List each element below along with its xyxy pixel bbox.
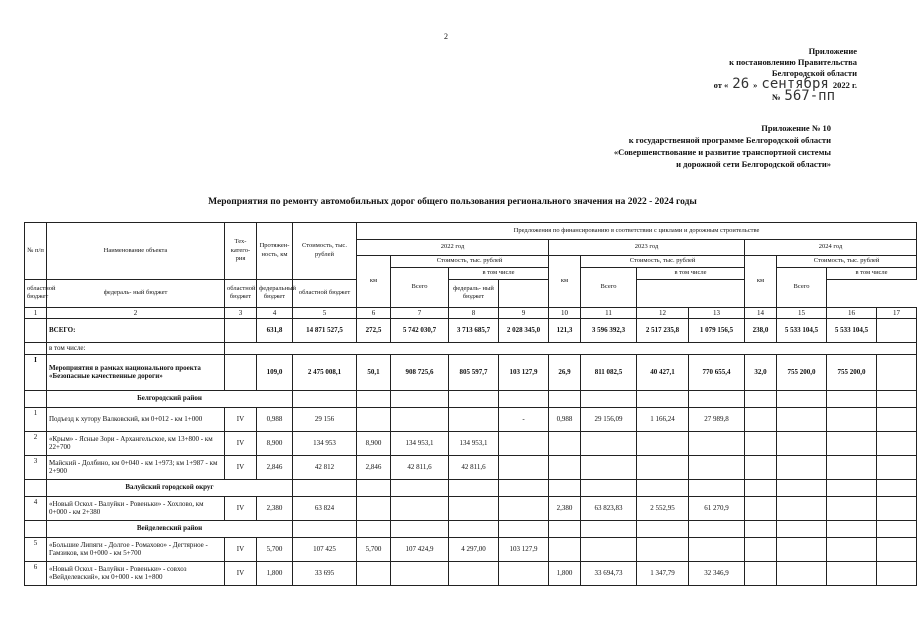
veydelevka-rows — [25, 537, 917, 585]
column-number: 9 — [499, 307, 549, 319]
sum-2024 — [777, 407, 827, 431]
header-total-2024: Всего — [777, 268, 827, 308]
district-row-veydelevka — [25, 520, 917, 537]
federal-2022: 103 127,9 — [499, 537, 549, 561]
column-number: 13 — [689, 307, 745, 319]
row-num: 2 — [25, 431, 47, 455]
roads-table — [24, 222, 917, 586]
cost: 134 953 — [293, 431, 357, 455]
km-2024 — [745, 407, 777, 431]
total-km-2023: 121,3 — [549, 319, 581, 343]
federal-2022: - — [499, 407, 549, 431]
cost: 63 824 — [293, 496, 357, 520]
district-cell — [449, 520, 499, 537]
appendix10-line3: и дорожной сети Белгородской области» — [676, 159, 831, 169]
sum-2022: 42 811,6 — [391, 455, 449, 479]
district-cell — [293, 520, 357, 537]
national-federal-2023: 770 655,4 — [689, 354, 745, 390]
sum-2022 — [391, 561, 449, 585]
including-row — [25, 343, 917, 355]
cost: 33 695 — [293, 561, 357, 585]
table-row — [25, 496, 917, 520]
km-2023: 1,800 — [549, 561, 581, 585]
row-num: 4 — [25, 496, 47, 520]
including-empty — [225, 343, 917, 355]
district-num-belgorod — [25, 390, 47, 407]
district-cell — [357, 390, 391, 407]
regional-2022: 4 297,00 — [449, 537, 499, 561]
km-2022: 2,846 — [357, 455, 391, 479]
sum-2024 — [777, 496, 827, 520]
district-row-belgorod — [25, 390, 917, 407]
column-number: 5 — [293, 307, 357, 319]
federal-2023: 61 270,9 — [689, 496, 745, 520]
regional-2024 — [827, 407, 877, 431]
page-number: 2 — [444, 32, 448, 41]
header-total-2022: Всего — [391, 268, 449, 308]
district-cell — [293, 390, 357, 407]
header-num: № п/п — [25, 223, 47, 280]
regional-2024 — [827, 431, 877, 455]
district-cell — [745, 390, 777, 407]
km-2022 — [357, 407, 391, 431]
total-cost: 14 871 527,5 — [293, 319, 357, 343]
federal-2024 — [877, 455, 917, 479]
total-km-2024: 238,0 — [745, 319, 777, 343]
object-name: «Крым» - Ясные Зори - Архангельское, км 13+800 - км 22+700 — [47, 431, 225, 455]
regional-2024 — [827, 496, 877, 520]
national-project-row — [25, 354, 917, 390]
federal-2024 — [877, 561, 917, 585]
total-num — [25, 319, 47, 343]
column-number: 8 — [449, 307, 499, 319]
km-2024 — [745, 561, 777, 585]
federal-2022 — [499, 455, 549, 479]
national-sum-2022: 908 725,6 — [391, 354, 449, 390]
km-2022 — [357, 561, 391, 585]
national-name: Мероприятия в рамках национального проекта «Безопасные качественные дороги» — [47, 354, 225, 390]
column-number: 14 — [745, 307, 777, 319]
length: 1,800 — [257, 561, 293, 585]
federal-2024 — [877, 431, 917, 455]
row-num: 1 — [25, 407, 47, 431]
national-regional-2022: 805 597,7 — [449, 354, 499, 390]
regional-2024 — [827, 455, 877, 479]
category: IV — [225, 455, 257, 479]
km-2023: 2,380 — [549, 496, 581, 520]
district-cell — [689, 479, 745, 496]
including-label: в том числе: — [47, 343, 225, 355]
object-name: Подъезд к хутору Валковский, км 0+012 - км 1+000 — [47, 407, 225, 431]
km-2023 — [549, 431, 581, 455]
header-year-2024: 2024 год — [745, 240, 917, 256]
district-cell — [549, 390, 581, 407]
column-number: 10 — [549, 307, 581, 319]
district-cell — [391, 520, 449, 537]
km-2023 — [549, 537, 581, 561]
km-2023: 0,988 — [549, 407, 581, 431]
km-2022 — [357, 496, 391, 520]
regional-2023: 1 166,24 — [637, 407, 689, 431]
total-category — [225, 319, 257, 343]
date-month: сентября — [761, 76, 829, 92]
federal-2023: 32 346,9 — [689, 561, 745, 585]
cost: 42 812 — [293, 455, 357, 479]
length: 0,988 — [257, 407, 293, 431]
regional-2023: 2 552,95 — [637, 496, 689, 520]
total-length: 631,8 — [257, 319, 293, 343]
category: IV — [225, 431, 257, 455]
object-name: «Большие Липяги - Долгое - Ромахово» - Дегтярное - Гамзиков, км 0+000 - км 5+700 — [47, 537, 225, 561]
header-year-2023: 2023 год — [549, 240, 745, 256]
header-cost-2022: Стоимость, тыс. рублей — [391, 256, 549, 268]
appendix10-title: Приложение № 10 — [761, 123, 831, 133]
column-number: 1 — [25, 307, 47, 319]
table-row — [25, 537, 917, 561]
sum-2024 — [777, 455, 827, 479]
km-2024 — [745, 496, 777, 520]
sum-2022: 134 953,1 — [391, 431, 449, 455]
total-regional-2024: 5 533 104,5 — [827, 319, 877, 343]
district-veydelevka: Вейделевский район — [47, 520, 293, 537]
total-row — [25, 319, 917, 343]
district-cell — [745, 479, 777, 496]
federal-2024 — [877, 407, 917, 431]
district-cell — [777, 520, 827, 537]
regional-2023: 1 347,79 — [637, 561, 689, 585]
district-num-valuyki — [25, 479, 47, 496]
appendix10-line1: к государственной программе Белгородской области — [628, 135, 831, 145]
column-number: 16 — [827, 307, 877, 319]
district-cell — [637, 520, 689, 537]
header-row-1 — [25, 223, 917, 240]
sum-2023 — [581, 431, 637, 455]
table-row — [25, 407, 917, 431]
length: 2,380 — [257, 496, 293, 520]
km-2023 — [549, 455, 581, 479]
sum-2023 — [581, 537, 637, 561]
district-cell — [827, 479, 877, 496]
federal-2023: 27 989,8 — [689, 407, 745, 431]
regional-2023 — [637, 455, 689, 479]
object-name: «Новый Оскол - Валуйки - Ровеньки» - совхоз «Вейделевский», км 0+000 - км 1+800 — [47, 561, 225, 585]
length: 5,700 — [257, 537, 293, 561]
sum-2024 — [777, 431, 827, 455]
header-category: Тех- катего- рия — [225, 223, 257, 280]
district-cell — [777, 479, 827, 496]
header-incl-2023: в том числе — [637, 268, 745, 280]
sum-2024 — [777, 537, 827, 561]
category: IV — [225, 561, 257, 585]
district-cell — [581, 479, 637, 496]
appendix10-header — [511, 122, 831, 170]
sum-2022: 107 424,9 — [391, 537, 449, 561]
column-number: 2 — [47, 307, 225, 319]
national-federal-2022: 103 127,9 — [499, 354, 549, 390]
header-km-2024: км — [745, 256, 777, 308]
sum-2022 — [391, 407, 449, 431]
regional-2022: 42 811,6 — [449, 455, 499, 479]
row-num: 3 — [25, 455, 47, 479]
header-regional-2023: областной бюджет — [225, 279, 257, 307]
cost: 107 425 — [293, 537, 357, 561]
column-numbers-row — [25, 307, 917, 319]
district-cell — [357, 479, 391, 496]
header-proposals: Предложения по финансированию в соответствии с циклами и дорожным строительстве — [357, 223, 917, 240]
category: IV — [225, 537, 257, 561]
appendix-title: Приложение — [808, 46, 857, 56]
sum-2024 — [777, 561, 827, 585]
header-km-2023: км — [549, 256, 581, 308]
row-num: 6 — [25, 561, 47, 585]
district-cell — [293, 479, 357, 496]
district-cell — [391, 390, 449, 407]
row-num: 5 — [25, 537, 47, 561]
km-2022: 8,900 — [357, 431, 391, 455]
km-2022: 5,700 — [357, 537, 391, 561]
header-regional-2022: областной бюджет — [25, 279, 47, 307]
header-regional-2024: областной бюджет — [293, 279, 357, 307]
federal-2024 — [877, 537, 917, 561]
district-cell — [391, 479, 449, 496]
object-name: Майский - Долбино, км 0+040 - км 1+973; км 1+987 - км 2+900 — [47, 455, 225, 479]
district-cell — [549, 479, 581, 496]
total-federal-2023: 1 079 156,5 — [689, 319, 745, 343]
header-incl-2022: в том числе — [449, 268, 549, 280]
appendix-line1: к постановлению Правительства — [729, 57, 857, 67]
appendix-number — [627, 88, 835, 104]
total-label: ВСЕГО: — [47, 319, 225, 343]
district-cell — [549, 520, 581, 537]
date-mid: » — [753, 80, 758, 90]
column-number: 6 — [357, 307, 391, 319]
column-number: 11 — [581, 307, 637, 319]
date-year: 2022 г. — [832, 80, 857, 90]
district-cell — [449, 479, 499, 496]
district-cell — [581, 390, 637, 407]
header-total-2023: Всего — [581, 268, 637, 308]
federal-2023 — [689, 455, 745, 479]
national-num: I — [25, 354, 47, 390]
federal-2022 — [499, 561, 549, 585]
district-cell — [877, 390, 917, 407]
appendix-header — [627, 46, 857, 103]
federal-2022 — [499, 431, 549, 455]
appendix-line2: Белгородской области — [771, 68, 857, 78]
category: IV — [225, 407, 257, 431]
header-federal-2022: федераль- ный бюджет — [47, 279, 225, 307]
district-cell — [877, 479, 917, 496]
district-cell — [581, 520, 637, 537]
total-sum-2024: 5 533 104,5 — [777, 319, 827, 343]
district-cell — [449, 390, 499, 407]
national-km-2024: 32,0 — [745, 354, 777, 390]
regional-2024 — [827, 561, 877, 585]
total-sum-2022: 5 742 030,7 — [391, 319, 449, 343]
cost: 29 156 — [293, 407, 357, 431]
federal-2022 — [499, 496, 549, 520]
national-length: 109,0 — [257, 354, 293, 390]
number-value: 567-пп — [784, 88, 835, 104]
district-cell — [499, 390, 549, 407]
federal-2023 — [689, 537, 745, 561]
date-day: 26 — [732, 76, 750, 92]
header-name: Наименование объекта — [47, 223, 225, 280]
length: 8,900 — [257, 431, 293, 455]
km-2024 — [745, 455, 777, 479]
national-sum-2023: 811 082,5 — [581, 354, 637, 390]
header-cost-2023: Стоимость, тыс. рублей — [581, 256, 745, 268]
table-row — [25, 561, 917, 585]
district-cell — [637, 390, 689, 407]
regional-2023 — [637, 431, 689, 455]
national-cost: 2 475 008,1 — [293, 354, 357, 390]
object-name: «Новый Оскол - Валуйки - Ровеньки» - Хохлово, км 0+000 - км 2+380 — [47, 496, 225, 520]
page-title: Мероприятия по ремонту автомобильных дорог общего пользования регионального значения на 2022 - 2024 годы — [208, 197, 697, 207]
national-federal-2024 — [877, 354, 917, 390]
district-cell — [827, 520, 877, 537]
number-prefix: № — [771, 92, 781, 102]
regional-2022: 134 953,1 — [449, 431, 499, 455]
column-number: 12 — [637, 307, 689, 319]
regional-2022 — [449, 407, 499, 431]
appendix10-line2: «Совершенствование и развитие транспортной системы — [613, 147, 831, 157]
regional-2023 — [637, 537, 689, 561]
header-km-2022: км — [357, 256, 391, 308]
national-km-2023: 26,9 — [549, 354, 581, 390]
km-2024 — [745, 431, 777, 455]
length: 2,846 — [257, 455, 293, 479]
sum-2023: 29 156,09 — [581, 407, 637, 431]
header-federal-2023: федеральный бюджет — [257, 279, 293, 307]
header-cost: Стоимость, тыс. рублей — [293, 223, 357, 280]
column-number: 3 — [225, 307, 257, 319]
total-regional-2023: 2 517 235,8 — [637, 319, 689, 343]
national-regional-2024: 755 200,0 — [827, 354, 877, 390]
regional-2022 — [449, 561, 499, 585]
district-cell — [689, 390, 745, 407]
table-row — [25, 431, 917, 455]
district-cell — [745, 520, 777, 537]
header-length: Протяжен- ность, км — [257, 223, 293, 280]
national-category — [225, 354, 257, 390]
column-number: 15 — [777, 307, 827, 319]
category: IV — [225, 496, 257, 520]
valuyki-rows — [25, 496, 917, 520]
district-cell — [499, 520, 549, 537]
column-number: 4 — [257, 307, 293, 319]
federal-2023 — [689, 431, 745, 455]
district-num-veydelevka — [25, 520, 47, 537]
district-cell — [689, 520, 745, 537]
sum-2023: 33 694,73 — [581, 561, 637, 585]
national-sum-2024: 755 200,0 — [777, 354, 827, 390]
district-cell — [877, 520, 917, 537]
district-cell — [777, 390, 827, 407]
sum-2023 — [581, 455, 637, 479]
total-sum-2023: 3 596 392,3 — [581, 319, 637, 343]
district-cell — [357, 520, 391, 537]
federal-2024 — [877, 496, 917, 520]
total-federal-2022: 2 028 345,0 — [499, 319, 549, 343]
km-2024 — [745, 537, 777, 561]
header-year-2022: 2022 год — [357, 240, 549, 256]
sum-2023: 63 823,83 — [581, 496, 637, 520]
regional-2022 — [449, 496, 499, 520]
date-prefix: от « — [713, 80, 729, 90]
national-regional-2023: 40 427,1 — [637, 354, 689, 390]
district-cell — [637, 479, 689, 496]
including-num — [25, 343, 47, 355]
total-regional-2022: 3 713 685,7 — [449, 319, 499, 343]
column-number: 7 — [391, 307, 449, 319]
column-number: 17 — [877, 307, 917, 319]
header-federal-2024: федераль- ный бюджет — [449, 279, 499, 307]
district-cell — [827, 390, 877, 407]
national-km-2022: 50,1 — [357, 354, 391, 390]
table-row — [25, 455, 917, 479]
sum-2022 — [391, 496, 449, 520]
total-km-2022: 272,5 — [357, 319, 391, 343]
district-cell — [499, 479, 549, 496]
district-row-valuyki — [25, 479, 917, 496]
total-federal-2024 — [877, 319, 917, 343]
header-incl-2024: в том числе — [827, 268, 917, 280]
district-valuyki: Валуйский городской округ — [47, 479, 293, 496]
header-cost-2024: Стоимость, тыс. рублей — [777, 256, 917, 268]
belgorod-rows — [25, 407, 917, 479]
district-belgorod: Белгородский район — [47, 390, 293, 407]
regional-2024 — [827, 537, 877, 561]
